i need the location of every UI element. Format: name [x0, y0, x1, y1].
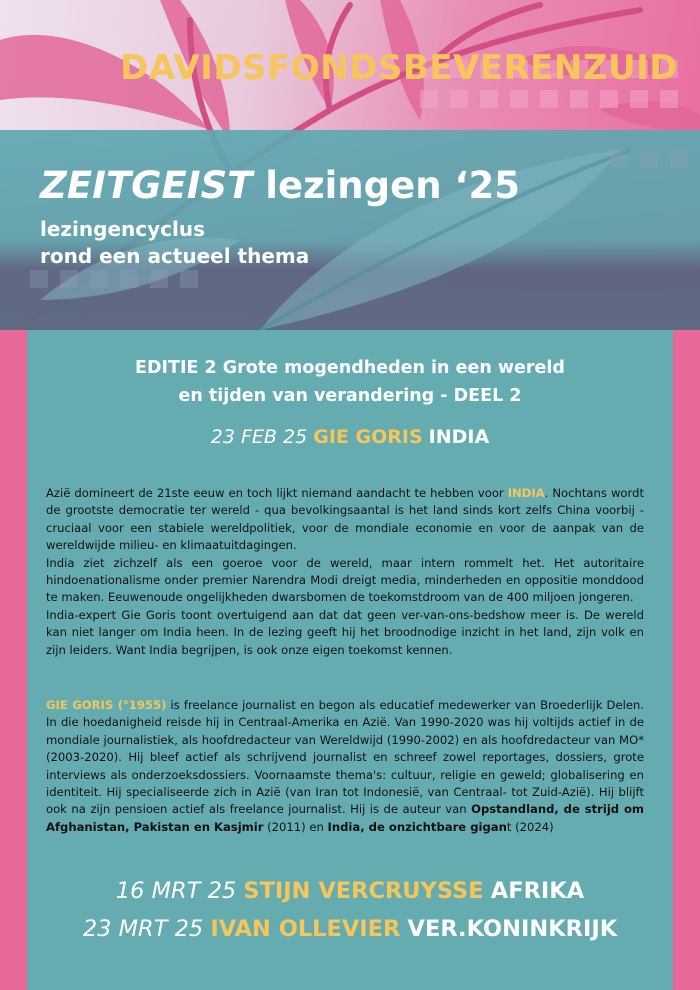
subtitle-line-1: lezingencyclus: [40, 217, 206, 241]
intro-text: [46, 485, 644, 659]
lecture-3: [27, 916, 673, 942]
lecture-date: 23 MRT 25: [82, 916, 204, 942]
lecture-speaker: IVAN OLLEVIER: [210, 916, 401, 942]
edition-heading: [27, 354, 673, 410]
bio-name: GIE GORIS (°1955): [46, 698, 167, 712]
title-rest: lezingen ‘25: [252, 164, 520, 207]
lecture-topic: VER.KONINKRIJK: [407, 916, 618, 942]
intro-paragraph-2: India ziet zichzelf als een goeroe voor de wereld, maar intern rommelt het. Het autoritaire hindoenationalisme onder premier Narendra Modi dreigt media, minderheden en oppositie monddood te maken. Eeuwenoude ongelijkheden dwarsbomen de toekomstdroom van de 400 miljoen jongeren.: [46, 555, 644, 605]
bio-text-3: t (2024): [506, 819, 554, 834]
edition-line-1: EDITIE 2 Grote mogendheden in een wereld: [135, 358, 565, 378]
lecture-topic: INDIA: [428, 426, 490, 448]
speaker-bio: [46, 697, 644, 836]
intro-text-end: . Nochtans wordt de grootste democratie ter wereld - qua bevolkingsaantal is het land sinds kort zelfs China voorbij - cruciaal voor een stabiele wereldpolitiek, voor de mondiale economie en voor de aanpak van de wereldwijde milieu- en klimaatuitdagingen.: [46, 486, 644, 553]
lecture-speaker: GIE GORIS: [313, 426, 423, 448]
lecture-date: 16 MRT 25: [115, 878, 237, 904]
lecture-date: 23 FEB 25: [210, 426, 308, 448]
bio-text-1: is freelance journalist en begon als educatief medewerker van Broederlijk Delen. In die hoedanigheid reisde hij in Centraal-Amerika en Azië. Van 1990-2020 was hij voltijds actief in de mondiale journalistiek, als hoofdredacteur van Wereldwijd (1990-2002) en als hoofdredacteur van MO* (2003-2020). Hij bleef actief als schrijvend journalist en schreef zowel reportages, dossiers, grote interviews als onderzoeksdossiers. Voornaamste thema's: cultuur, religie en geweld; globalisering en identiteit. Hij specialiseerde zich in Azië (van Iran tot Indonesië, van Centraal- tot Zuid-Azië). Hij blijft ook na zijn pensioen actief als freelance journalist. Hij is de auteur van: [46, 698, 645, 817]
bio-book-1: Opstandland, de strijd om Afghanistan, Pakistan en Kasjmir: [46, 802, 644, 834]
page-title: [40, 164, 520, 207]
lecture-1: [27, 426, 673, 448]
edition-line-2: en tijden van verandering - DEEL 2: [178, 386, 522, 406]
header-banner: [0, 0, 700, 330]
bio-book-2: India, de onzichtbare gigan: [327, 819, 507, 834]
intro-highlight: INDIA: [507, 486, 545, 500]
intro-paragraph-1: [46, 485, 644, 555]
subtitle: [40, 216, 309, 270]
intro-text-start: Azië domineert de 21ste eeuw en toch lijkt niemand aandacht te hebben voor: [46, 486, 508, 500]
content-card: [27, 330, 673, 990]
brand-name: DAVIDSFONDSBEVERENZUID: [120, 48, 678, 88]
intro-paragraph-3: India-expert Gie Goris toont overtuigend aan dat dat geen ver-van-ons-bedshow meer is. De wereld kan niet langer om India heen. In de lezing geeft hij het broodnodige inzicht in het land, zijn volk en zijn leiders. Want India begrijpen, is ook onze eigen toekomst kennen.: [46, 607, 644, 657]
subtitle-line-2: rond een actueel thema: [40, 244, 310, 268]
lecture-topic: AFRIKA: [490, 878, 585, 904]
lecture-2: [27, 878, 673, 904]
lecture-speaker: STIJN VERCRUYSSE: [243, 878, 484, 904]
title-italic: ZEITGEIST: [40, 164, 253, 207]
bio-text-2: (2011) en: [263, 819, 328, 834]
